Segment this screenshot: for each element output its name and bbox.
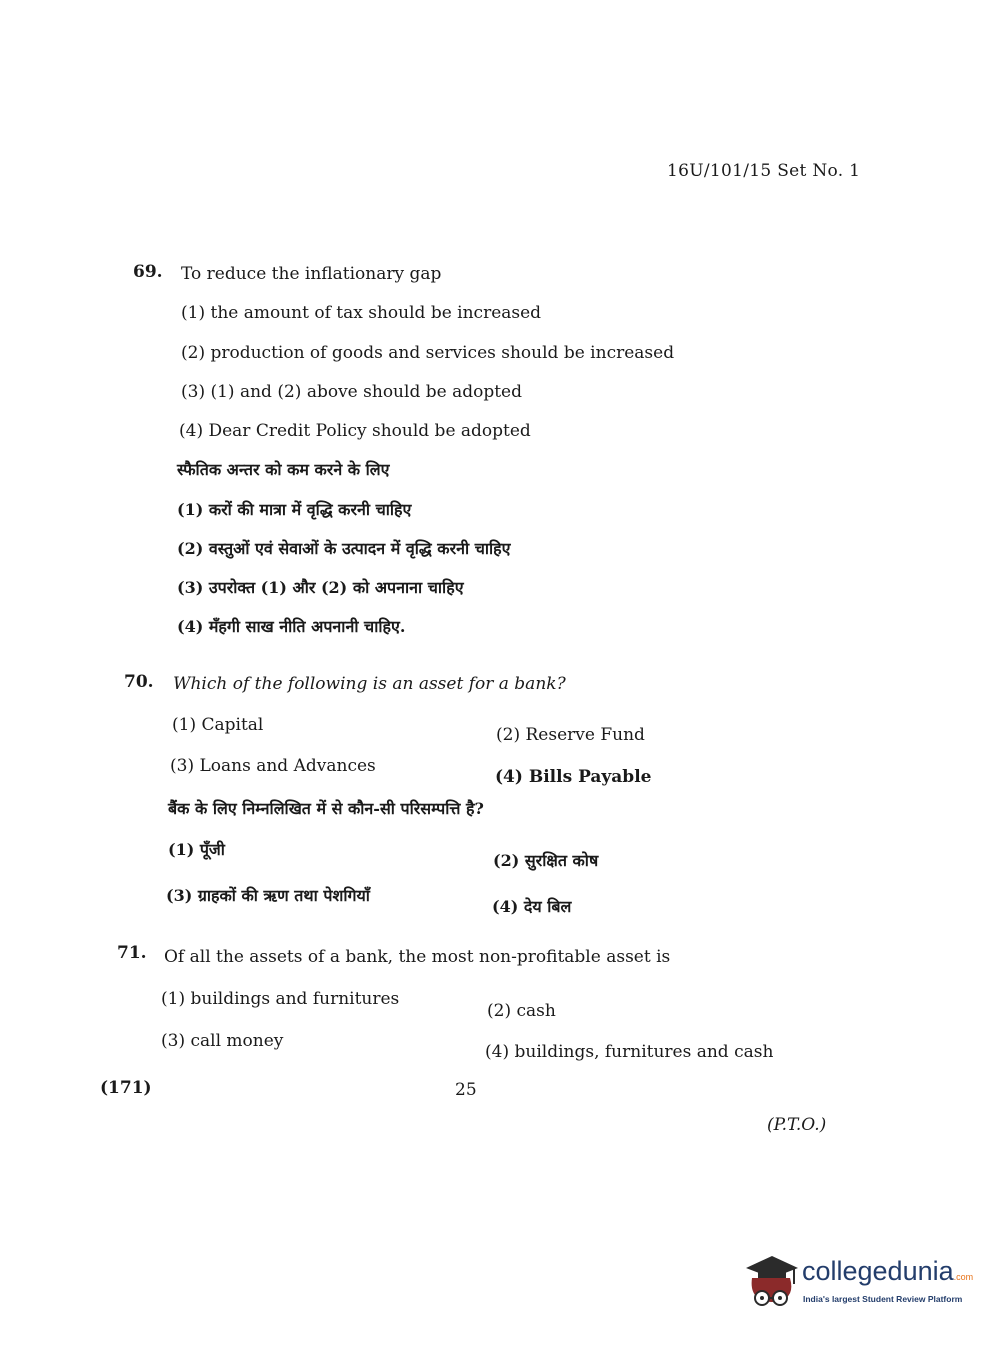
paper-code: (171) [100, 1078, 152, 1098]
please-turn-over: (P.T.O.) [767, 1115, 827, 1135]
logo-tagline: India's largest Student Review Platform [803, 1294, 963, 1304]
question-71-option-3: (3) call money [161, 1031, 284, 1051]
question-69-hindi-option-3: (3) उपरोक्त (1) और (2) को अपनाना चाहिए [177, 578, 464, 597]
question-69-option-4: (4) Dear Credit Policy should be adopted [179, 421, 531, 441]
question-69-option-3: (3) (1) and (2) above should be adopted [181, 382, 522, 402]
logo-suffix: .com [953, 1272, 974, 1282]
question-69-hindi-option-1: (1) करों की मात्रा में वृद्धि करनी चाहिए [177, 500, 412, 519]
question-70-text: Which of the following is an asset for a bank? [173, 674, 566, 694]
question-70-hindi-option-4: (4) देय बिल [492, 897, 572, 916]
page-number: 25 [455, 1080, 477, 1100]
question-71-text: Of all the assets of a bank, the most non-profitable asset is [164, 947, 671, 967]
collegedunia-watermark [742, 1248, 972, 1318]
question-71-option-2: (2) cash [487, 1001, 556, 1021]
question-69-hindi-text: स्फैतिक अन्तर को कम करने के लिए [177, 460, 390, 479]
question-70-number: 70. [124, 672, 154, 692]
logo-name: collegedunia [802, 1256, 954, 1286]
question-71-option-4: (4) buildings, furnitures and cash [485, 1042, 774, 1062]
question-70-option-1: (1) Capital [172, 715, 264, 735]
question-69-text: To reduce the inflationary gap [181, 264, 442, 284]
question-69-option-1: (1) the amount of tax should be increased [181, 303, 542, 323]
question-70-hindi-option-3: (3) ग्राहकों की ऋण तथा पेशगियाँ [166, 886, 370, 905]
question-71-number: 71. [117, 943, 147, 963]
question-70-hindi-text: बैंक के लिए निम्नलिखित में से कौन-सी परिसम्पत्ति है? [168, 799, 484, 818]
question-69-number: 69. [133, 262, 163, 282]
question-70-option-3: (3) Loans and Advances [170, 756, 376, 776]
question-70-hindi-option-1: (1) पूँजी [168, 840, 225, 859]
question-70-option-4: (4) Bills Payable [495, 767, 652, 787]
set-number: 16U/101/15 Set No. 1 [667, 161, 861, 181]
student-mascot-icon [742, 1248, 800, 1314]
question-69-hindi-option-4: (4) मँहगी साख नीति अपनानी चाहिए. [177, 617, 406, 636]
question-70-option-2: (2) Reserve Fund [496, 725, 645, 745]
question-69-option-2: (2) production of goods and services should be increased [181, 343, 675, 363]
question-70-hindi-option-2: (2) सुरक्षित कोष [493, 851, 599, 870]
question-71-option-1: (1) buildings and furnitures [161, 989, 400, 1009]
question-69-hindi-option-2: (2) वस्तुओं एवं सेवाओं के उत्पादन में वृद्धि करनी चाहिए [177, 539, 511, 558]
